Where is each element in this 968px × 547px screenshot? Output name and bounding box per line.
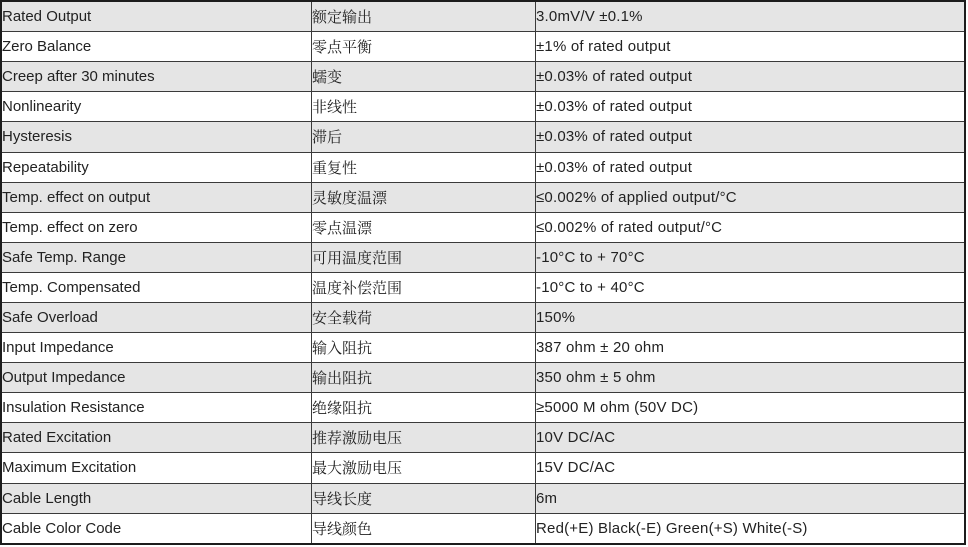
spec-name-en: Safe Overload: [1, 302, 312, 332]
spec-name-zh: 绝缘阻抗: [312, 393, 536, 423]
spec-name-en: Nonlinearity: [1, 92, 312, 122]
spec-name-zh: 推荐激励电压: [312, 423, 536, 453]
spec-value: 15V DC/AC: [536, 453, 966, 483]
spec-name-zh: 输入阻抗: [312, 333, 536, 363]
spec-value: 3.0mV/V ±0.1%: [536, 1, 966, 32]
spec-name-zh: 输出阻抗: [312, 363, 536, 393]
table-row: [1, 513, 965, 544]
spec-name-en: Maximum Excitation: [1, 453, 312, 483]
spec-name-en: Input Impedance: [1, 333, 312, 363]
spec-value: ±0.03% of rated output: [536, 122, 966, 152]
spec-name-en: Cable Color Code: [1, 513, 312, 544]
table-row: [1, 423, 965, 453]
spec-value: 387 ohm ± 20 ohm: [536, 333, 966, 363]
spec-name-zh: 安全载荷: [312, 302, 536, 332]
spec-name-zh: 导线颜色: [312, 513, 536, 544]
spec-value: 6m: [536, 483, 966, 513]
spec-value: 10V DC/AC: [536, 423, 966, 453]
spec-name-zh: 最大激励电压: [312, 453, 536, 483]
spec-value: ±0.03% of rated output: [536, 152, 966, 182]
spec-name-en: Insulation Resistance: [1, 393, 312, 423]
spec-value: Red(+E) Black(-E) Green(+S) White(-S): [536, 513, 966, 544]
spec-value: 150%: [536, 302, 966, 332]
spec-name-en: Output Impedance: [1, 363, 312, 393]
spec-name-zh: 额定输出: [312, 1, 536, 32]
table-row: [1, 483, 965, 513]
spec-name-en: Rated Excitation: [1, 423, 312, 453]
spec-name-zh: 重复性: [312, 152, 536, 182]
table-row: [1, 1, 965, 32]
spec-name-en: Temp. Compensated: [1, 272, 312, 302]
spec-name-en: Hysteresis: [1, 122, 312, 152]
spec-name-en: Safe Temp. Range: [1, 242, 312, 272]
spec-value: -10°C to + 40°C: [536, 272, 966, 302]
table-row: [1, 32, 965, 62]
table-row: [1, 182, 965, 212]
spec-value: ≤0.002% of rated output/°C: [536, 212, 966, 242]
table-row: [1, 302, 965, 332]
spec-value: ±0.03% of rated output: [536, 92, 966, 122]
spec-name-zh: 导线长度: [312, 483, 536, 513]
table-row: [1, 62, 965, 92]
table-row: [1, 122, 965, 152]
spec-name-en: Rated Output: [1, 1, 312, 32]
spec-value: -10°C to + 70°C: [536, 242, 966, 272]
spec-name-en: Zero Balance: [1, 32, 312, 62]
table-row: [1, 453, 965, 483]
spec-name-zh: 蠕变: [312, 62, 536, 92]
table-row: [1, 333, 965, 363]
spec-name-zh: 零点温漂: [312, 212, 536, 242]
spec-value: ±1% of rated output: [536, 32, 966, 62]
table-row: [1, 92, 965, 122]
spec-name-zh: 滞后: [312, 122, 536, 152]
spec-value: ±0.03% of rated output: [536, 62, 966, 92]
table-row: [1, 272, 965, 302]
spec-name-zh: 温度补偿范围: [312, 272, 536, 302]
spec-name-zh: 灵敏度温漂: [312, 182, 536, 212]
spec-name-zh: 零点平衡: [312, 32, 536, 62]
spec-name-en: Repeatability: [1, 152, 312, 182]
spec-table-body: [1, 1, 965, 544]
spec-value: ≥5000 M ohm (50V DC): [536, 393, 966, 423]
table-row: [1, 212, 965, 242]
spec-value: ≤0.002% of applied output/°C: [536, 182, 966, 212]
table-row: [1, 393, 965, 423]
spec-name-en: Creep after 30 minutes: [1, 62, 312, 92]
spec-name-en: Temp. effect on output: [1, 182, 312, 212]
spec-name-en: Cable Length: [1, 483, 312, 513]
table-row: [1, 152, 965, 182]
spec-name-en: Temp. effect on zero: [1, 212, 312, 242]
spec-value: 350 ohm ± 5 ohm: [536, 363, 966, 393]
spec-name-zh: 非线性: [312, 92, 536, 122]
table-row: [1, 242, 965, 272]
spec-name-zh: 可用温度范围: [312, 242, 536, 272]
table-row: [1, 363, 965, 393]
